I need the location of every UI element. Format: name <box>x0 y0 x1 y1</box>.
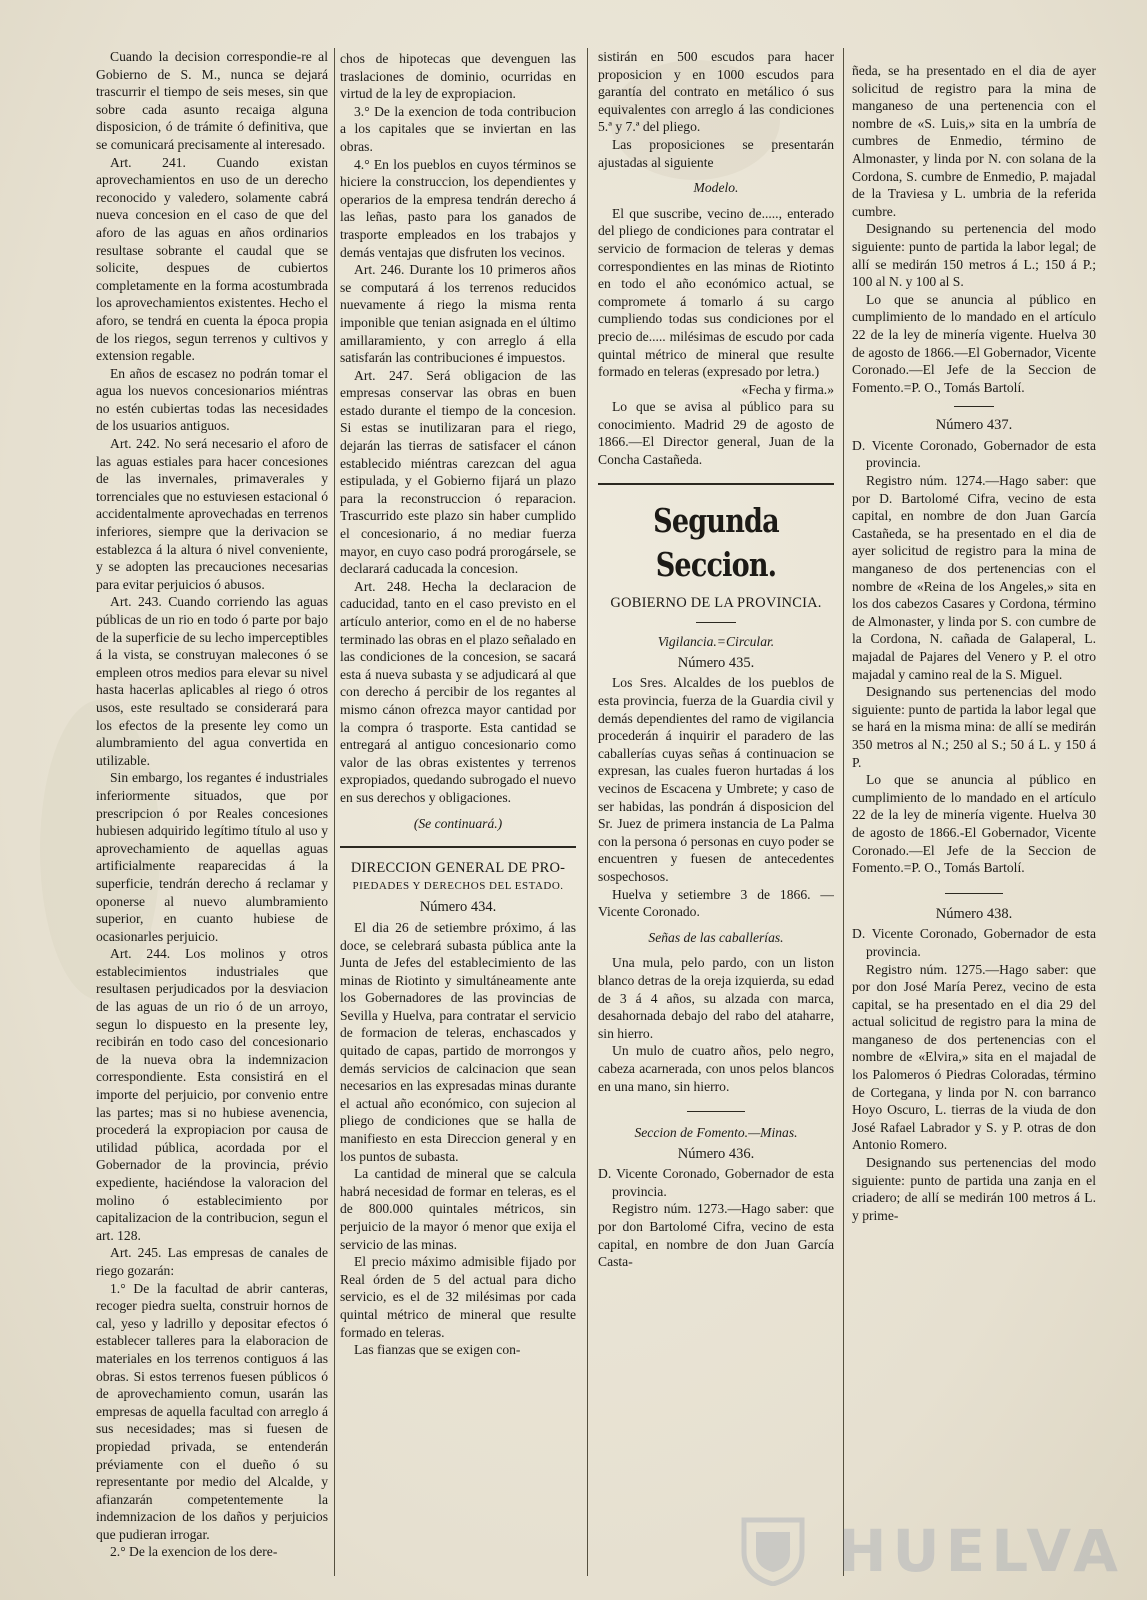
fomento-heading: Seccion de Fomento.—Minas. <box>634 1125 798 1141</box>
signature-line: Huelva y setiembre 3 de 1866. —Vicente Coronado. <box>598 886 834 920</box>
paragraph: En años de escasez no podrán tomar el agua los nuevos concesionarios miéntras no estén cubiertas todas las necesidades de los usuarios antiguos. <box>96 365 328 434</box>
paragraph: La cantidad de mineral que se calcula habrá necesidad de formar en teleras, es el de 800.000 quintales métricos, sin perjuicio de la mayor ó menor que exija el servicio de las minas. <box>340 1166 576 1252</box>
paragraph: Designando sus pertenencias del modo siguiente: punto de partida una zanja en el criadero; de allí se medirán 100 metros á L. y prime- <box>852 1155 1096 1223</box>
article-243: Art. 243. Cuando corriendo las aguas públicas de un rio en todo ó parte por bajo de la superficie de su lecho imperceptibles á la vista, se construyan malecones ó se empleen otros medios para elevar su nivel hasta hacerlas aplicables al riego ó otros usos, este resultado se considerará para los efectos de la presente ley como un alumbramiento del agua convertida en utilizable. <box>96 594 328 768</box>
modelo-text: El que suscribe, vecino de....., enterado del pliego de condiciones para contratar el servicio de formacion de teleras y demas correspondientes en las minas de Riotinto en todo el año económico actual, se compromete á tomarlo á su cargo cumpliendo todas sus condiciones por el precio de..... milésimas de escudo por cada quintal métrico de mineral que resulte formado en teleras (expresado por letra.) <box>598 205 834 380</box>
paragraph: chos de hipotecas que devenguen las traslaciones de dominio, ocurridas en virtud de la ley de expropiacion. <box>340 51 576 102</box>
article-248: Art. 248. Hecha la declaracion de caducidad, tanto en el caso previsto en el artículo anterior, como en el de no haberse terminado las obras en el plazo señalado en las condiciones de la concesion, se sacará esta á nueva subasta y se adjudicará al que con derecho á percibir de los regantes al mismo cánon ofrezca mayor cantidad por la compra ó trasporte. Esta cantidad se entregará al antiguo concesionario como valor de las obras existentes y terrenos expropiados, quedando subrogado el nuevo en sus derechos y obligaciones. <box>340 578 576 805</box>
modelo-heading: Modelo. <box>693 180 739 196</box>
fecha-firma: «Fecha y firma.» <box>741 381 834 397</box>
governor-line: D. Vicente Coronado, Gobernador de esta provincia. <box>598 1166 834 1199</box>
paragraph: Los Sres. Alcaldes de los pueblos de esta provincia, fuerza de la Guardia civil y demás dependientes del ramo de vigilancia procederán á inquirir el paradero de las caballerías cuyas señas á continuacion se expresan, las cuales fueron hurtadas á los vecinos de Escacena y Umbrete; y caso de ser habidas, las pondrán á disposicion del Sr. Juez de primera instancia de La Palma con la persona ó personas en cuyo poder se encuentren y fuesen de antecedentes sospechosos. <box>598 675 834 884</box>
article-247: Art. 247. Será obligacion de las empresas conservar las obras en buen estado durante el tiempo de la concesion. Si estas se inutilizaran para el riego, dejarán las tierras de satisfacer el cánon establecido miéntras carezcan del agua estipulada, y el Gobierno fijará un plazo para la reconstruccion ó reparacion. Trascurrido este plazo sin haber cumplido el concesionario, á no mediar fuerza mayor, en cuyo caso podrá prorogársele, se declarará caducada la concesion. <box>340 367 576 577</box>
paragraph: Lo que se anuncia al público en cumplimiento de lo mandado en el artículo 22 de la ley de minería vigente. Huelva 30 de agosto de 1866.-El Gobernador, Vicente Coronado.—El Jefe de la Seccion de Fomento.=P. O., Tomás Bartolí. <box>852 772 1096 876</box>
notice-number: Número 434. <box>419 899 497 916</box>
column-1 <box>96 48 328 1578</box>
continuara-note: (Se continuará.) <box>413 815 503 831</box>
column-rule <box>334 48 335 1576</box>
paragraph: Las fianzas que se exigen con- <box>354 1342 521 1358</box>
watermark-text: HUELVA <box>838 1517 1125 1585</box>
column-rule <box>587 48 588 1576</box>
paragraph: Registro núm. 1273.—Hago saber: que por don Bartolomé Cifra, vecino de esta capital, en nombre de don Juan García Casta- <box>598 1201 834 1270</box>
paragraph: El dia 26 de setiembre próximo, á las doce, se celebrará subasta pública ante la Junta de Jefes del establecimiento de las minas de Riotinto y simultáneamente ante los Gobernadores de las provincias de Sevilla y Huelva, para contratar el servicio de formacion de teleras, enchascados y quitado de capas, partido de morrongos y demás servicios de calcinacion que sean necesarios en las expresadas minas durante el actual año económico, con sujecion al pliego de condiciones que se halla de manifiesto en esta Direccion general y en los puntos de subasta. <box>340 919 576 1164</box>
article-244: Art. 244. Los molinos y otros establecimientos industriales que resultasen perjudicados por la desviacion de las aguas de un rio ó de un arroyo, segun lo dispuesto en la presente ley, recibirán en todo caso del concesionario de la nueva obra la indemnizacion correspondiente. Esta consistirá en el importe del perjuicio, por convenio entre las partes; mas si no hubiese avenencia, procederá la expropiacion por causa de utilidad pública, acordada por el Gobernador de la provincia, prévio expediente, haciéndose la valoracion del molino ó establecimiento por capitalizacion de la contribucion, segun el art. 128. <box>96 946 328 1243</box>
paragraph: El precio máximo admisible fijado por Real órden de 5 del actual para dicho servicio, es el de 32 milésimas por cada quintal métrico de mineral que resulte formado en teleras. <box>340 1254 576 1340</box>
column-2 <box>340 50 576 1578</box>
paragraph: Las proposiciones se presentarán ajustadas al siguiente <box>598 136 834 170</box>
dash-divider <box>945 893 1003 894</box>
notice-number: Número 436. <box>677 1145 755 1162</box>
paragraph: 3.° De la exencion de toda contribucion a los capitales que se inviertan en las obras. <box>340 103 576 154</box>
senas-heading: Señas de las caballerías. <box>648 929 784 945</box>
notice-number: Número 437. <box>935 417 1013 434</box>
governor-line: D. Vicente Coronado, Gobernador de esta provincia. <box>852 926 1096 959</box>
paragraph: ñeda, se ha presentado en el dia de ayer solicitud de registro para la mina de manganeso de una pertenencia con el nombre de «S. Luis,» sita en la umbría de cumbres de Enmedio, término de Almonaster, y linda por N. con solana de la Cordona, S. cumbre de Enmedio, P. majadal de la Traviesa y L. umbria de la referida cumbre. <box>852 63 1096 219</box>
paragraph: 2.° De la exencion de los dere- <box>110 1544 278 1560</box>
paragraph: sistirán en 500 escudos para hacer proposicion y en 1000 escudos para garantía del contrato en metálico ó sus equivalentes con arreglo á las condiciones 5.ª y 7.ª del pliego. <box>598 49 834 135</box>
huelva-watermark <box>738 1512 1125 1590</box>
paragraph: Una mula, pelo pardo, con un liston blanco detras de la oreja izquierda, su edad de 3 á 4 años, su alzada con marca, desahornada debajo del rabo del ataharre, sin hierro. <box>598 955 834 1041</box>
paragraph: Lo que se avisa al público para su conocimiento. Madrid 29 de agosto de 1866.—El Director general, Juan de la Concha Castañeda. <box>598 399 834 468</box>
paragraph: Un mulo de cuatro años, pelo negro, cabeza acarnerada, con unos pelos blancos en una mano, sin hierro. <box>598 1043 834 1094</box>
paragraph: Designando sus pertenencias del modo siguiente: punto de partida la labor legal que se hará en la misma mina: de allí se medirán 350 metros al N.; 250 al S.; 50 á L. y 150 á P. <box>852 684 1096 770</box>
paragraph: Sin embargo, los regantes é industriales inferiormente situados, que por prescripcion ó por Reales concesiones hubiesen adquirido legítimo título al uso y aprovechamiento de aquellas aguas artificialmente reaparecidas á la superficie, tendrán derecho á reclamar y oponerse al nuevo alumbramiento superior, en cuanto hubiese de ocasionarles perjuicio. <box>96 770 328 944</box>
paragraph: Cuando la decision correspondie-re al Gobierno de S. M., nunca se dejará trascurrir el tiempo de seis meses, sin que sobre cada asunto recaiga alguna disposicion, ó de trámite ó definitiva, que se comunicará precisamente al interesado. <box>96 49 328 152</box>
paragraph: Lo que se anuncia al público en cumplimiento de lo mandado en el artículo 22 de la ley de minería vigente. Huelva 30 de agosto de 1866.—El Gobernador, Vicente Coronado.—El Jefe de la Seccion de Fomento.=P. O., Tomás Bartolí. <box>852 291 1096 395</box>
dash-divider <box>954 406 994 407</box>
vigilancia-heading: Vigilancia.=Circular. <box>657 634 775 650</box>
notice-number: Número 435. <box>677 654 755 671</box>
article-242: Art. 242. No será necesario el aforo de las aguas estiales para hacer concesiones de las invernales, primaverales y torrenciales que no estuviesen estacional ó accidentalmente aprovechadas en terrenos inferiores, siempre que la derivacion se establezca á la altura ó nivel conveniente, y se adopten las precauciones necesarias para evitar perjuicios ó abusos. <box>96 436 328 592</box>
section-title: DIRECCION GENERAL DE PRO- <box>350 860 566 877</box>
gobierno-heading: GOBIERNO DE LA PROVINCIA. <box>610 594 822 611</box>
paragraph: Registro núm. 1275.—Hago saber: que por don José María Perez, vecino de esta capital, se ha presentado en el dia 29 del actual solicitud de registro para la mina de manganeso de dos pertenencias con el nombre de «Elvira,» sita en el majadal de los Palomeros ó Piedras Coloradas, término de Cortegana, y linda por N. con barranco Hoyo Oscuro, L. tierras de la viuda de don José Rafael Labrador y S. y P. otras de don Antonio Romero. <box>852 961 1096 1153</box>
paragraph: 1.° De la facultad de abrir canteras, recoger piedra suelta, construir hornos de cal, yeso y ladrillo y depositar efectos ó establecer talleres para la elaboracion de materiales en los terrenos contiguos á las obras. Si estos terrenos fuesen públicos ó de aprovechamiento comun, usarán las empresas de aquella facultad con arreglo á sus necesidades; mas si fuesen de propiedad privada, se entenderán préviamente con el dueño ó su representante por medio del Alcalde, y afianzarán competentemente la indemnizacion de los daños y perjuicios que pudieran irrogar. <box>96 1280 328 1542</box>
column-3 <box>598 48 834 1578</box>
dash-divider <box>687 1111 745 1112</box>
governor-line: D. Vicente Coronado, Gobernador de esta provincia. <box>852 437 1096 471</box>
paragraph: Designando su pertenencia del modo siguiente: punto de partida la labor legal; de allí se medirán 150 metros á L.; 150 á P.; 100 al N. y 100 al S. <box>852 221 1096 290</box>
column-4 <box>852 62 1096 1578</box>
article-241: Art. 241. Cuando existan aprovechamientos en uso de un derecho reconocido y valedero, solamente cabrá nueva concesion en el caso de que del aforo de las aguas en años ordinarios resultase sobrante el caudal que se solicite, despues de cubiertos completamente en la forma acostumbrada los aprovechamientos existentes. Hecho el aforo, se tendrá en cuenta la época propia de los riegos, segun terrenos y cultivos y extension regable. <box>96 154 328 364</box>
section-divider <box>598 483 834 485</box>
paragraph: 4.° En los pueblos en cuyos términos se hiciere la construccion, los dependientes y operarios de la empresa tendrán derecho á las leñas, pasto para los ganados de trasporte empleados en los trabajos y demás ventajas que disfruten los vecinos. <box>340 156 576 260</box>
notice-number: Número 438. <box>935 905 1013 922</box>
article-246: Art. 246. Durante los 10 primeros años se computará á los terrenos reducidos nuevamente á riego la misma renta imponible que tenian asignada en el último amillaramiento, y con arreglo á ella satisfarán las contribuciones é impuestos. <box>340 262 576 366</box>
shield-icon <box>738 1514 808 1586</box>
segunda-seccion-title: Segunda Seccion. <box>653 500 779 584</box>
paragraph: Registro núm. 1274.—Hago saber: que por D. Bartolomé Cifra, vecino de esta capital, en nombre de don Juan García Castañeda, se ha presentado en el dia de ayer solicitud de registro para la mina de manganeso de dos pertenencias con el nombre de «Reina de los Angeles,» sita en los dos cabezos Casares y Cordona, término de Almonaster, y linda por S. con cumbre de la Cordona, N. cañada de Galaperal, L. majadal de Pajares del Venero y P. el otro majadal y camino real de la S. Miguel. <box>852 473 1096 682</box>
dash-divider <box>696 622 736 623</box>
section-divider <box>340 846 576 848</box>
section-subtitle: PIEDADES Y DERECHOS DEL ESTADO. <box>352 879 564 892</box>
article-245: Art. 245. Las empresas de canales de riego gozarán: <box>96 1245 328 1278</box>
column-rule <box>843 48 844 1576</box>
